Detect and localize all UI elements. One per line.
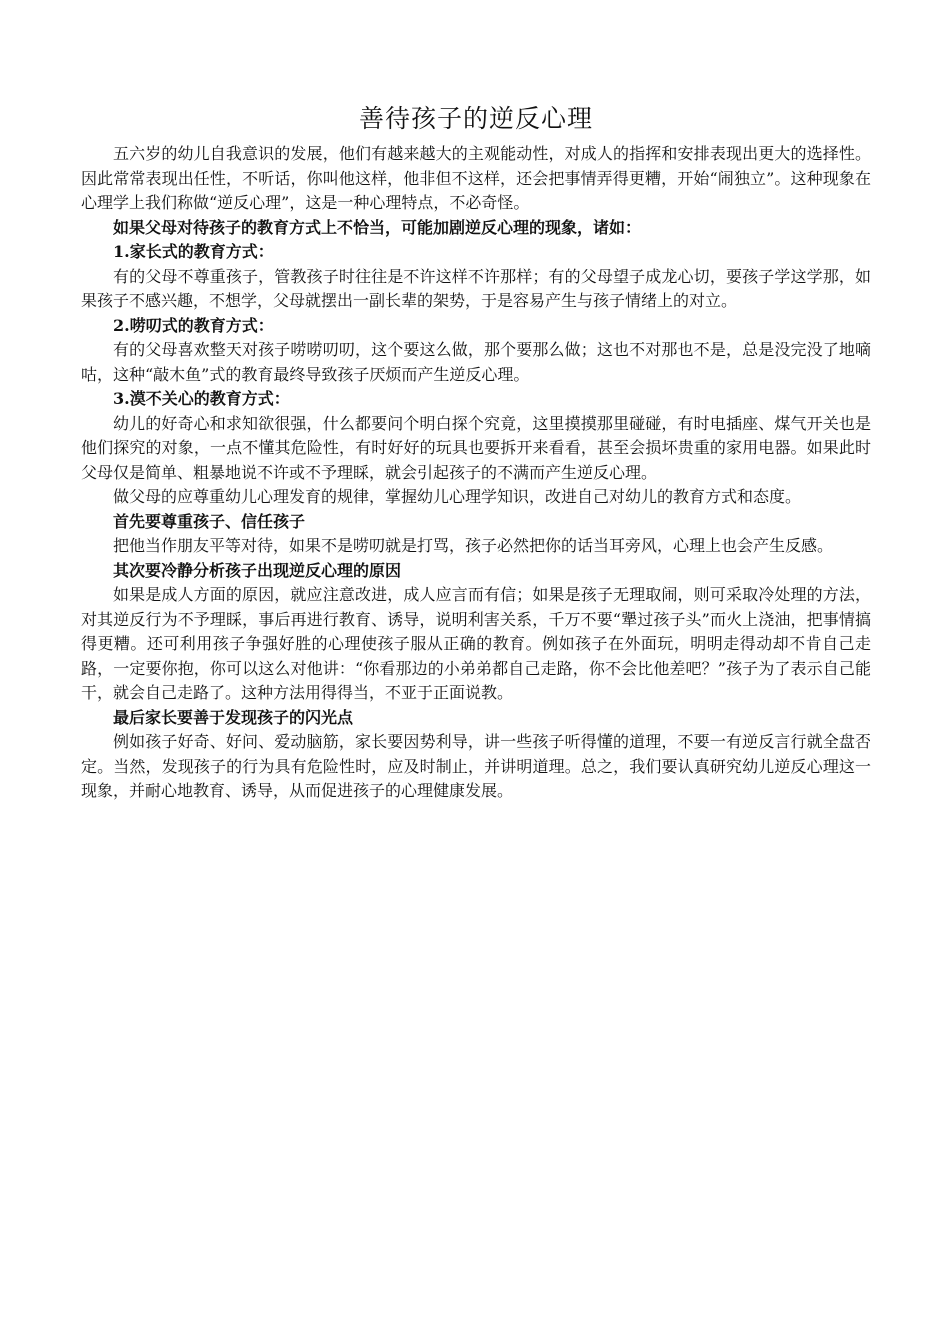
paragraph: 有的父母喜欢整天对孩子唠唠叨叨，这个要这么做，那个要那么做；这也不对那也不是，总是没完没了地嘀咕，这种“敲木鱼”式的教育最终导致孩子厌烦而产生逆反心理。 <box>81 340 871 384</box>
section-heading: 1.家长式的教育方式： <box>113 242 274 261</box>
paragraph: 例如孩子好奇、好问、爱动脑筋，家长要因势利导，讲一些孩子听得懂的道理，不要一有逆反言行就全盘否定。当然，发现孩子的行为具有危险性时，应及时制止，并讲明道理。总之，我们要认真研究幼儿逆反心理这一现象，并耐心地教育、诱导，从而促进孩子的心理健康发展。 <box>81 732 871 800</box>
document-page <box>81 100 871 804</box>
section-heading: 最后家长要善于发现孩子的闪光点 <box>113 707 354 727</box>
section-heading: 首先要尊重孩子、信任孩子 <box>113 511 306 531</box>
document-body <box>81 142 871 804</box>
paragraph: 如果是成人方面的原因，就应注意改进，成人应言而有信；如果是孩子无理取闹，则可采取冷处理的方法，对其逆反行为不予理睬，事后再进行教育、诱导，说明利害关系，千万不要“犟过孩子头”而火上浇油，把事情搞得更糟。还可利用孩子争强好胜的心理使孩子服从正确的教育。例如孩子在外面玩，明明走得动却不肯自己走路，一定要你抱，你可以这么对他讲：“你看那边的小弟弟都自己走路，你不会比他差吧？”孩子为了表示自己能干，就会自己走路了。这种方法用得得当，不亚于正面说教。 <box>81 585 871 702</box>
paragraph: 把他当作朋友平等对待，如果不是唠叨就是打骂，孩子必然把你的话当耳旁风，心理上也会产生反感。 <box>113 536 834 555</box>
paragraph: 幼儿的好奇心和求知欲很强，什么都要问个明白探个究竟，这里摸摸那里碰碰，有时电插座、煤气开关也是他们探究的对象，一点不懂其危险性，有时好好的玩具也要拆开来看看，甚至会损坏贵重的家用电器。如果此时父母仅是简单、粗暴地说不许或不予理睬，就会引起孩子的不满而产生逆反心理。 <box>81 413 871 482</box>
section-heading: 如果父母对待孩子的教育方式上不恰当，可能加剧逆反心理的现象，诸如： <box>113 217 642 237</box>
paragraph: 五六岁的幼儿自我意识的发展，他们有越来越大的主观能动性，对成人的指挥和安排表现出更大的选择性。因此常常表现出任性，不听话，你叫他这样，他非但不这样，还会把事情弄得更糟，开始“闹独立”。这种现象在心理学上我们称做“逆反心理”，这是一种心理特点，不必奇怪。 <box>81 144 871 212</box>
paragraph: 有的父母不尊重孩子，管教孩子时往往是不许这样不许那样；有的父母望子成龙心切，要孩子学这学那，如果孩子不感兴趣，不想学，父母就摆出一副长辈的架势，于是容易产生与孩子情绪上的对立。 <box>81 266 871 310</box>
paragraph: 做父母的应尊重幼儿心理发育的规律，掌握幼儿心理学知识，改进自己对幼儿的教育方式和态度。 <box>113 487 802 506</box>
document-title: 善待孩子的逆反心理 <box>358 104 593 133</box>
section-heading: 3.漠不关心的教育方式： <box>113 389 290 408</box>
section-heading: 2.唠叨式的教育方式： <box>113 315 274 335</box>
section-heading: 其次要冷静分析孩子出现逆反心理的原因 <box>113 560 402 580</box>
